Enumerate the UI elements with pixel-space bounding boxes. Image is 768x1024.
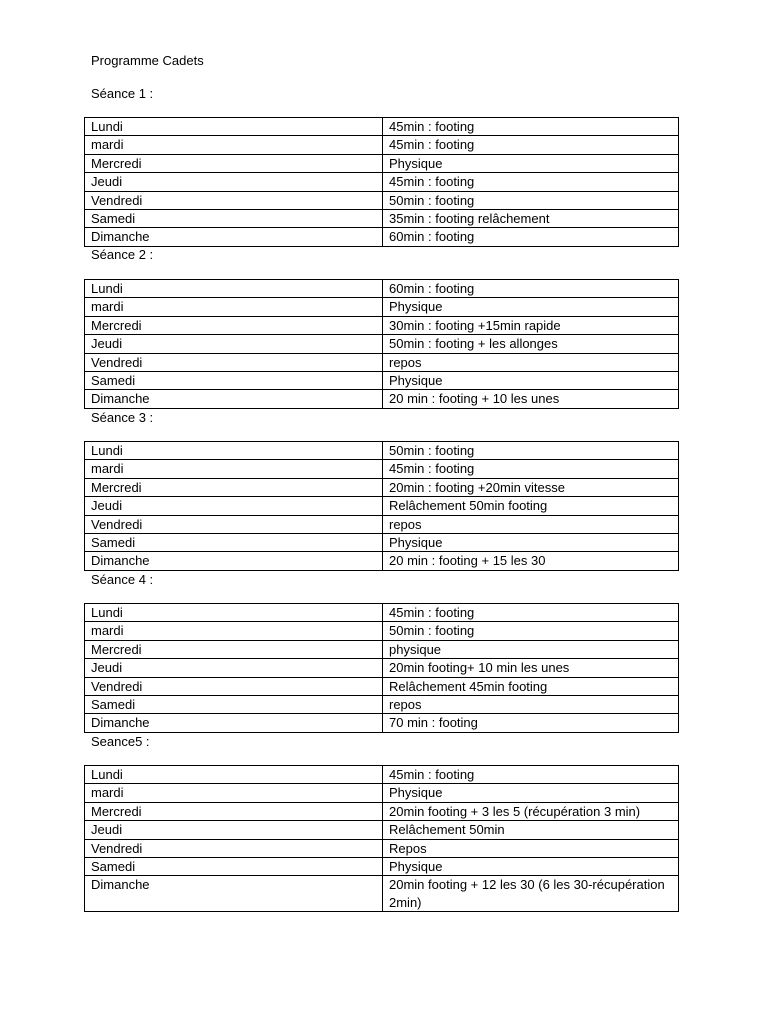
session-1-table [84,117,679,247]
session-4-table [84,603,679,733]
activity-cell: Physique [383,858,679,876]
table-row [85,714,679,732]
day-cell: Samedi [85,372,383,390]
activity-cell: 50min : footing [383,191,679,209]
activity-cell: 35min : footing relâchement [383,210,679,228]
table-row [85,677,679,695]
day-cell: Samedi [85,696,383,714]
table-row [85,821,679,839]
activity-cell: Relâchement 50min footing [383,497,679,515]
session-3-heading: Séance 3 : [91,410,154,425]
table-row [85,478,679,496]
activity-cell: 45min : footing [383,173,679,191]
table-row [85,154,679,172]
table-row [85,876,679,912]
table-row [85,659,679,677]
table-row [85,372,679,390]
session-5-table [84,765,679,912]
activity-cell: 45min : footing [383,136,679,154]
table-row [85,858,679,876]
day-cell: Dimanche [85,714,383,732]
activity-cell: 30min : footing +15min rapide [383,316,679,334]
table-row [85,316,679,334]
day-cell: Dimanche [85,552,383,570]
day-cell: mardi [85,298,383,316]
activity-cell: Physique [383,372,679,390]
activity-cell: repos [383,353,679,371]
table-row [85,118,679,136]
activity-cell: 50min : footing + les allonges [383,335,679,353]
day-cell: Jeudi [85,497,383,515]
session-2-table [84,279,679,409]
activity-cell: Physique [383,298,679,316]
day-cell: Jeudi [85,173,383,191]
day-cell: Vendredi [85,839,383,857]
table-row [85,839,679,857]
activity-cell: repos [383,696,679,714]
day-cell: Mercredi [85,640,383,658]
table-row [85,640,679,658]
table-row [85,552,679,570]
table-row [85,228,679,246]
activity-cell: Physique [383,784,679,802]
table-row [85,802,679,820]
day-cell: Dimanche [85,228,383,246]
day-cell: Dimanche [85,390,383,408]
day-cell: Mercredi [85,316,383,334]
activity-cell: 60min : footing [383,280,679,298]
activity-cell: Physique [383,154,679,172]
table-row [85,534,679,552]
session-4-heading: Séance 4 : [91,572,154,587]
table-row [85,191,679,209]
day-cell: Lundi [85,604,383,622]
session-1-heading: Séance 1 : [91,86,154,101]
table-row [85,335,679,353]
activity-cell: physique [383,640,679,658]
table-row [85,784,679,802]
day-cell: Jeudi [85,659,383,677]
table-row [85,696,679,714]
activity-cell: 45min : footing [383,766,679,784]
day-cell: Lundi [85,442,383,460]
day-cell: mardi [85,136,383,154]
day-cell: Mercredi [85,154,383,172]
day-cell: Samedi [85,534,383,552]
activity-cell: 60min : footing [383,228,679,246]
activity-cell: 50min : footing [383,442,679,460]
day-cell: Jeudi [85,335,383,353]
table-row [85,604,679,622]
day-cell: Lundi [85,766,383,784]
activity-cell: Relâchement 50min [383,821,679,839]
activity-cell: Relâchement 45min footing [383,677,679,695]
activity-cell: Repos [383,839,679,857]
activity-cell: 45min : footing [383,118,679,136]
table-row [85,353,679,371]
session-5-heading: Seance5 : [91,734,150,749]
table-row [85,210,679,228]
day-cell: Lundi [85,118,383,136]
table-row [85,390,679,408]
activity-cell: 45min : footing [383,460,679,478]
day-cell: mardi [85,622,383,640]
table-row [85,622,679,640]
day-cell: Mercredi [85,478,383,496]
table-row [85,766,679,784]
table-row [85,460,679,478]
table-row [85,136,679,154]
day-cell: Lundi [85,280,383,298]
day-cell: Vendredi [85,353,383,371]
day-cell: Vendredi [85,191,383,209]
table-row [85,497,679,515]
session-3-table [84,441,679,571]
day-cell: Mercredi [85,802,383,820]
activity-cell: Physique [383,534,679,552]
activity-cell: 20min footing + 12 les 30 (6 les 30-récupération 2min) [383,876,679,912]
activity-cell: 20min footing+ 10 min les unes [383,659,679,677]
activity-cell: 20 min : footing + 10 les unes [383,390,679,408]
day-cell: Vendredi [85,677,383,695]
table-row [85,298,679,316]
document-title: Programme Cadets [91,53,204,68]
table-row [85,442,679,460]
activity-cell: 50min : footing [383,622,679,640]
day-cell: Dimanche [85,876,383,912]
activity-cell: 45min : footing [383,604,679,622]
activity-cell: 20 min : footing + 15 les 30 [383,552,679,570]
activity-cell: repos [383,515,679,533]
table-row [85,280,679,298]
day-cell: Samedi [85,210,383,228]
day-cell: mardi [85,784,383,802]
session-2-heading: Séance 2 : [91,247,154,262]
day-cell: mardi [85,460,383,478]
day-cell: Jeudi [85,821,383,839]
day-cell: Samedi [85,858,383,876]
table-row [85,173,679,191]
table-row [85,515,679,533]
activity-cell: 20min : footing +20min vitesse [383,478,679,496]
day-cell: Vendredi [85,515,383,533]
activity-cell: 70 min : footing [383,714,679,732]
activity-cell: 20min footing + 3 les 5 (récupération 3 min) [383,802,679,820]
